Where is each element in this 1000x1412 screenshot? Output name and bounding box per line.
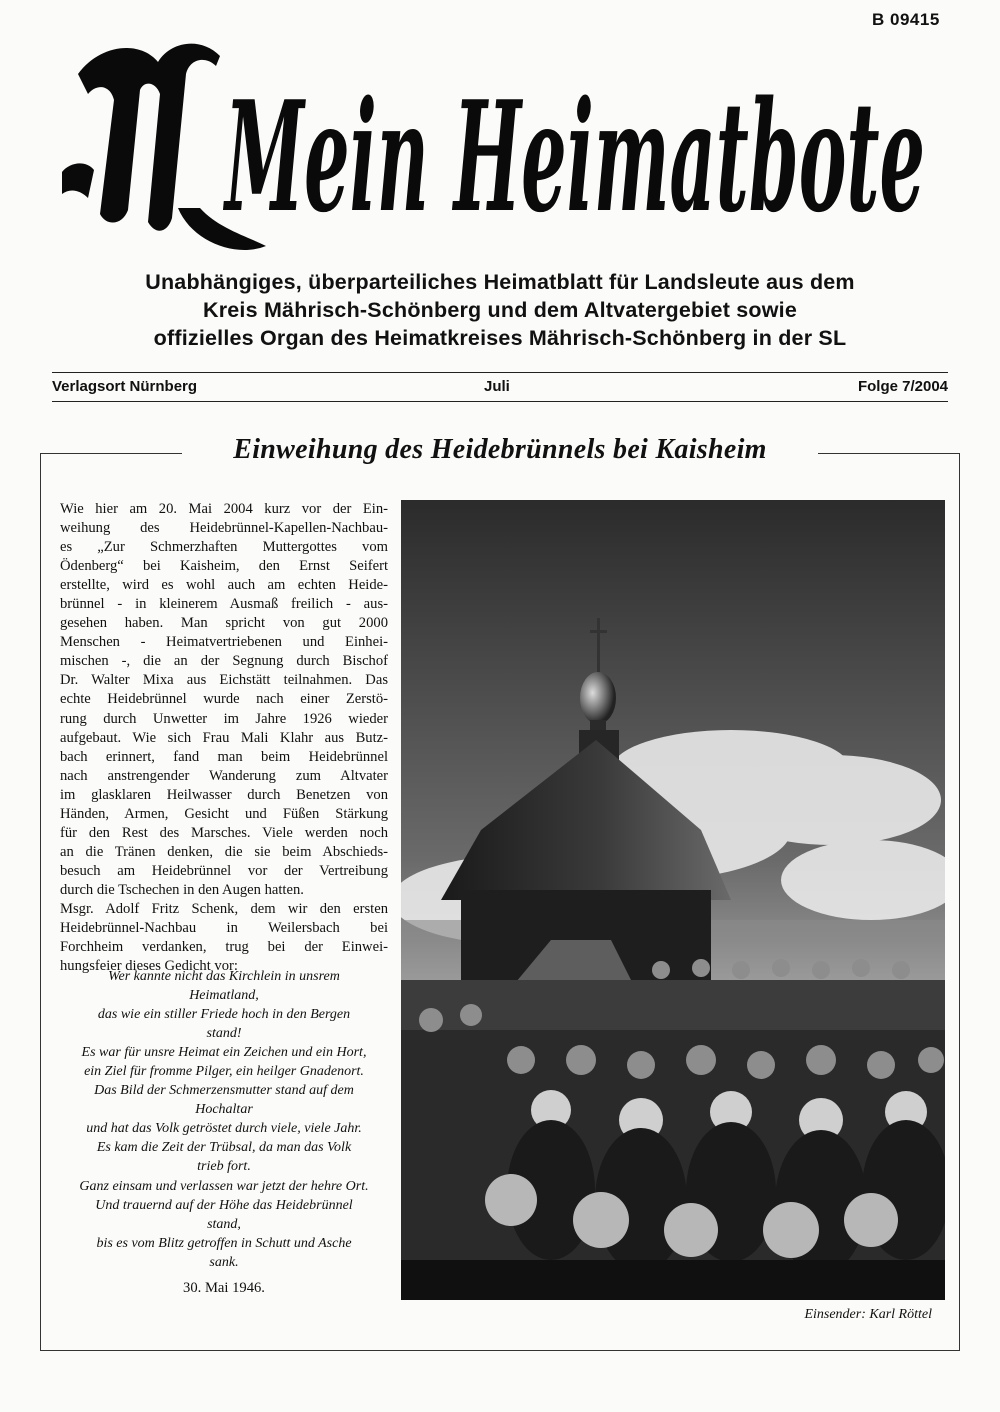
article-body-line: an die Tränen denken, die sie beim Abschieds-: [60, 843, 388, 860]
masthead-logo: [60, 22, 950, 272]
poem-line: sank.: [209, 1254, 239, 1270]
info-row: [52, 376, 948, 398]
poem-line: stand!: [206, 1026, 242, 1042]
article-body-line: Forchheim verdanken, trug bei der Einwei-: [60, 939, 388, 956]
article-body-line: echte Heidebrünnel wurde nach einer Zerstö-: [60, 691, 388, 708]
frame-top-right: [818, 453, 960, 454]
article-body-line: bach erinnert, fand man beim Heidebrünnel: [60, 748, 388, 765]
article-body-line: weihung des Heidebrünnel-Kapellen-Nachbau-: [60, 520, 388, 537]
article-body-line: rung durch Unwetter im Jahre 1926 wieder: [60, 710, 388, 727]
article-body-line: Ödenberg“ bei Kaisheim, den Ernst Seifert: [60, 558, 388, 575]
poem-line: trieb fort.: [197, 1159, 251, 1175]
article-photo: [401, 500, 945, 1300]
article-body-line: aufgebaut. Wie sich Frau Mali Klahr aus Butz-: [60, 729, 388, 746]
poem-line: Ganz einsam und verlassen war jetzt der hehre Ort.: [79, 1178, 369, 1194]
article-body-line: nach anstrengender Wanderung zum Altvater: [60, 767, 388, 784]
article-body-line: Msgr. Adolf Fritz Schenk, dem wir den ersten: [60, 900, 388, 917]
poem-line: Und trauernd auf der Höhe das Heidebrünnel: [95, 1197, 353, 1213]
frame-left: [40, 453, 41, 1351]
article-body-line: Händen, Armen, Gesicht und Füßen Stärkung: [60, 805, 388, 822]
article-body-line: Menschen - Heimatvertriebenen und Einhei-: [60, 634, 388, 651]
poem-line: Es kam die Zeit der Trübsal, da man das Volk: [96, 1140, 352, 1156]
issue-label: Folge 7/2004: [857, 378, 948, 395]
frame-top-left: [40, 453, 182, 454]
poem-line: stand,: [207, 1216, 241, 1232]
poem-line: das wie ein stiller Friede hoch in den Bergen: [97, 1007, 351, 1023]
frame-right: [959, 453, 960, 1351]
poem-line: und hat das Volk getröstet durch viele, viele Jahr.: [86, 1121, 362, 1137]
poem-line: Heimatland,: [189, 988, 259, 1004]
subtitle-line: Kreis Mährisch-Schönberg und dem Altvatergebiet sowie: [202, 298, 797, 322]
photo-credit: Einsender: Karl Röttel: [804, 1307, 932, 1322]
article-body-line: Heidebrünnel-Nachbau in Weilersbach bei: [60, 920, 388, 937]
poem-line: Hochaltar: [195, 1102, 253, 1118]
article-body-line: erstellte, wird es wohl auch am echten Heide-: [60, 577, 388, 594]
poem-line: ein Ziel für fromme Pilger, ein heilger Gnadenort.: [84, 1064, 364, 1080]
publication-place: Verlagsort Nürnberg: [52, 378, 198, 395]
article-body-line: es „Zur Schmerzhaften Muttergottes vom: [60, 539, 388, 556]
article-body-line: Wie hier am 20. Mai 2004 kurz vor der Ein-: [60, 501, 388, 517]
subtitle-line: Unabhängiges, überparteiliches Heimatblatt für Landsleute aus dem: [145, 270, 855, 294]
article-body-line: brünnel - in kleinerem Ausmaß freilich - aus-: [60, 596, 388, 613]
masthead-text: Mein Heimatbote: [222, 67, 926, 246]
article-body-line: mischen -, die an der Segnung durch Bischof: [60, 653, 388, 670]
article-body-line: durch die Tschechen in den Augen hatten.: [60, 881, 304, 898]
frame-bottom: [40, 1350, 960, 1351]
poem-line: bis es vom Blitz getroffen in Schutt und Asche: [96, 1235, 352, 1251]
article-body-line: im glasklaren Heilwasser durch Benetzen von: [60, 786, 388, 803]
article-body-line: für den Rest des Marsches. Viele werden noch: [60, 824, 388, 841]
poem-date: 30. Mai 1946.: [183, 1280, 265, 1296]
divider-bottom: [52, 401, 948, 402]
poem: [60, 967, 388, 1272]
article-body: [60, 500, 388, 976]
subtitle-line: offizielles Organ des Heimatkreises Mährisch-Schönberg in der SL: [153, 326, 847, 350]
poem-line: Das Bild der Schmerzensmutter stand auf dem: [94, 1083, 354, 1099]
photo-crowd: [401, 959, 945, 1300]
article-body-line: hungsfeier dieses Gedicht vor:: [60, 958, 238, 975]
divider-top: [52, 372, 948, 373]
article-headline: Einweihung des Heidebrünnels bei Kaisheim: [233, 434, 767, 465]
poem-line: Wer kannte nicht das Kirchlein in unsrem: [108, 969, 340, 984]
article-body-line: besuch am Heidebrünnel vor der Vertreibung: [60, 862, 388, 879]
article-body-line: gesehen haben. Man spricht von gut 2000: [60, 615, 388, 632]
subtitle: [40, 268, 960, 352]
poem-line: Es war für unsre Heimat ein Zeichen und ein Hort,: [81, 1045, 367, 1061]
issue-number: B 09415: [872, 10, 940, 29]
issue-month: Juli: [484, 378, 510, 395]
article-body-line: Dr. Walter Mixa aus Eichstätt teilnahmen. Das: [60, 672, 388, 689]
